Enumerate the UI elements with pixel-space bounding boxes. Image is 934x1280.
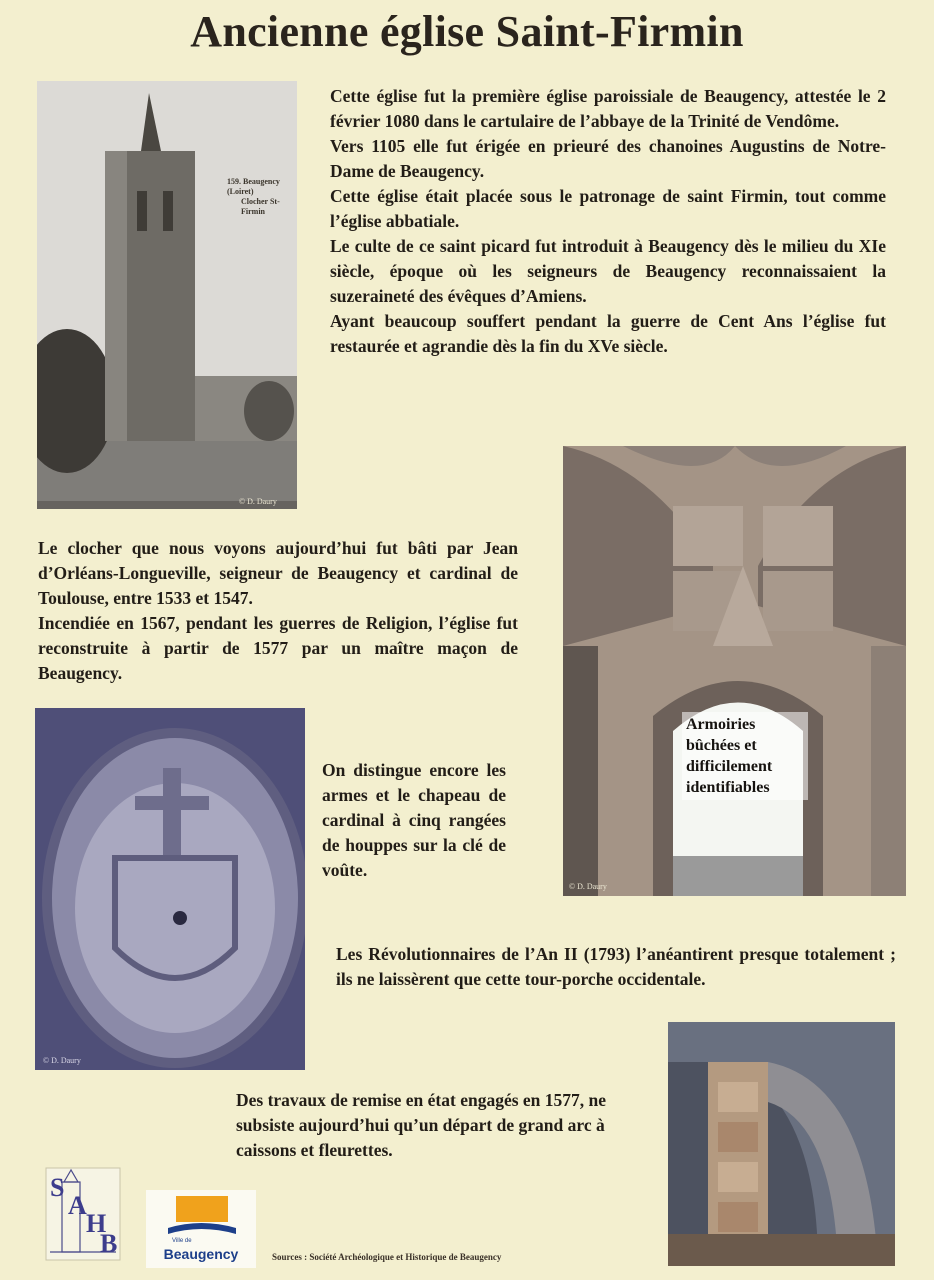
clocher-paragraph: Incendiée en 1567, pendant les guerres de Religion, l’église fut reconstruite à partir de 1577 par un maître maçon de Beaugency. [38, 613, 518, 683]
coffered-arch-photo [668, 1022, 895, 1266]
sahb-letter-s: S [50, 1173, 65, 1202]
intro-paragraph: Ayant beaucoup souffert pendant la guerre de Cent Ans l’église fut restaurée et agrandie dès la fin du XVe siècle. [330, 311, 886, 356]
intro-paragraph: Le culte de ce saint picard fut introduit à Beaugency dès le milieu du XIe siècle, époque où les seigneurs de Beaugency reconnaissaient la suzeraineté des évêques d’Amiens. [330, 236, 886, 306]
intro-paragraph: Vers 1105 elle fut érigée en prieuré des chanoines Augustins de Notre-Dame de Beaugency. [330, 136, 886, 181]
porch-caption: Armoiries bûchées et difficilement identifiables [682, 712, 808, 800]
postcard-caption-line-2: Clocher St-Firmin [241, 197, 280, 216]
tower-postcard-photo [37, 81, 297, 509]
revolution-text: Les Révolutionnaires de l’An II (1793) l’anéantirent presque totalement ; ils ne laissèrent que cette tour-porche occidentale. [336, 944, 896, 989]
keystone-arms-photo [35, 708, 305, 1070]
town-logo-name: Beaugency [163, 1246, 239, 1262]
travaux-text: Des travaux de remise en état engagés en 1577, ne subsiste aujourd’hui qu’un départ de grand arc à caissons et fleurettes. [236, 1090, 607, 1160]
photo-credit-2: © D. Daury [569, 882, 607, 891]
clocher-paragraph: Le clocher que nous voyons aujourd’hui fut bâti par Jean d’Orléans-Longueville, seigneur de Beaugency et cardinal de Toulouse, entre 1533 et 1547. [38, 538, 518, 608]
intro-paragraph: Cette église était placée sous le patronage de saint Firmin, tout comme l’église abbatiale. [330, 186, 886, 231]
postcard-caption [227, 177, 297, 217]
page-title: Ancienne église Saint-Firmin [190, 7, 744, 56]
sources-line: Sources : Société Archéologique et Historique de Beaugency [272, 1252, 502, 1262]
clocher-text [38, 536, 518, 686]
intro-paragraph: Cette église fut la première église paroissiale de Beaugency, attestée le 2 février 1080 dans le cartulaire de l’abbaye de la Trinité de Vendôme. [330, 86, 886, 131]
sahb-letter-a: A [68, 1191, 87, 1220]
armes-text: On distingue encore les armes et le chapeau de cardinal à cinq rangées de houppes sur la clé de voûte. [322, 760, 506, 880]
town-logo-small-text: Ville de [172, 1238, 192, 1244]
intro-text [330, 84, 886, 359]
photo-credit-1: © D. Daury [239, 497, 277, 506]
sahb-letter-b: B [100, 1229, 118, 1258]
sahb-letter-h: H [86, 1209, 107, 1238]
postcard-caption-line-1: 159. Beaugency (Loiret) [227, 177, 280, 196]
porch-arch-photo [563, 446, 906, 896]
beaugency-town-logo [146, 1190, 256, 1268]
photo-credit-3: © D. Daury [43, 1056, 81, 1065]
sahb-logo [40, 1162, 126, 1266]
